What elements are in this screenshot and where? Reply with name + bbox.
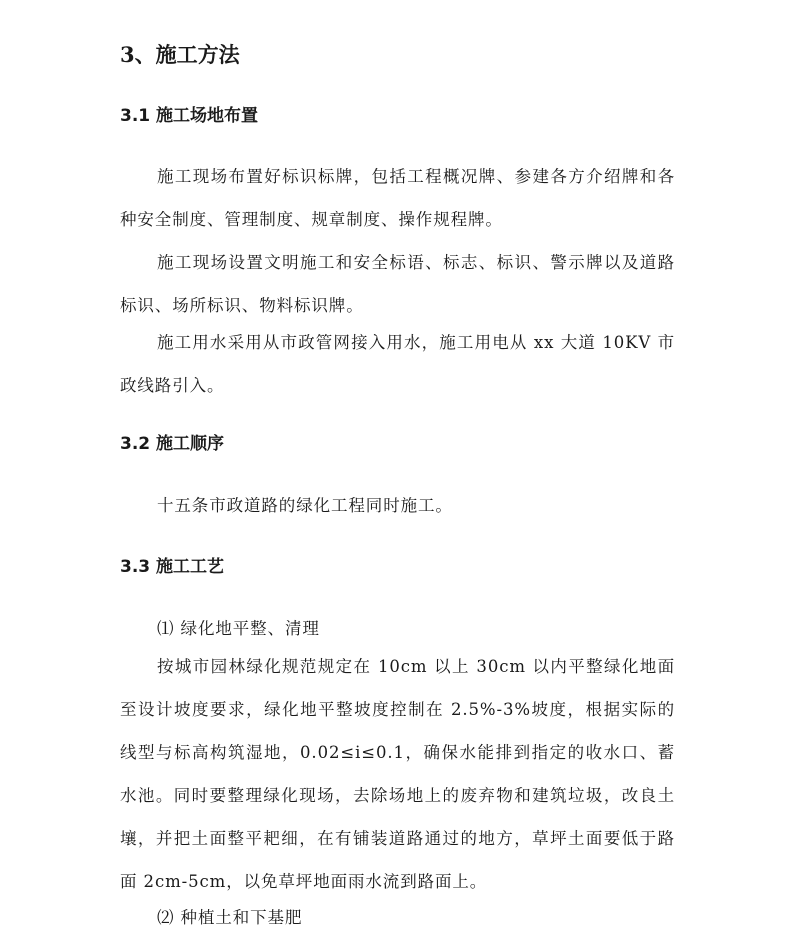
paragraph-water-electricity: 施工用水采用从市政管网接入用水，施工用电从 xx 大道 10KV 市政线路引入。	[120, 333, 675, 395]
paragraph-civilized-construction: 施工现场设置文明施工和安全标语、标志、标识、警示牌以及道路标识、场所标识、物料标识牌。	[120, 253, 675, 315]
list-item-planting-soil: ⑵ 种植土和下基肥	[157, 908, 303, 927]
list-item-grading: ⑴ 绿化地平整、清理	[157, 619, 320, 638]
paragraph-signage: 施工现场布置好标识标牌，包括工程概况牌、参建各方介绍牌和各种安全制度、管理制度、规章制度、操作规程牌。	[120, 167, 675, 229]
subsection-title-3-3: 3.3 施工工艺	[120, 557, 225, 577]
subsection-title-3-2: 3.2 施工顺序	[120, 434, 225, 454]
paragraph-sequence: 十五条市政道路的绿化工程同时施工。	[157, 496, 453, 515]
section-title: 3、施工方法	[120, 42, 240, 67]
paragraph-grading-details: 按城市园林绿化规范规定在 10cm 以上 30cm 以内平整绿化地面至设计坡度要求，绿化地平整坡度控制在 2.5%-3%坡度，根据实际的线型与标高构筑湿地，0.02≤i≤0.1，确保水能排到指定的收水口、蓄水池。同时要整理绿化现场，去除场地上的废弃物和建筑垃圾，改良土壤，并把土面整平耙细，在有铺装道路通过的地方，草坪土面要低于路面 2cm-5cm，以免草坪地面雨水流到路面上。	[120, 657, 675, 891]
subsection-title-3-1: 3.1 施工场地布置	[120, 106, 259, 126]
